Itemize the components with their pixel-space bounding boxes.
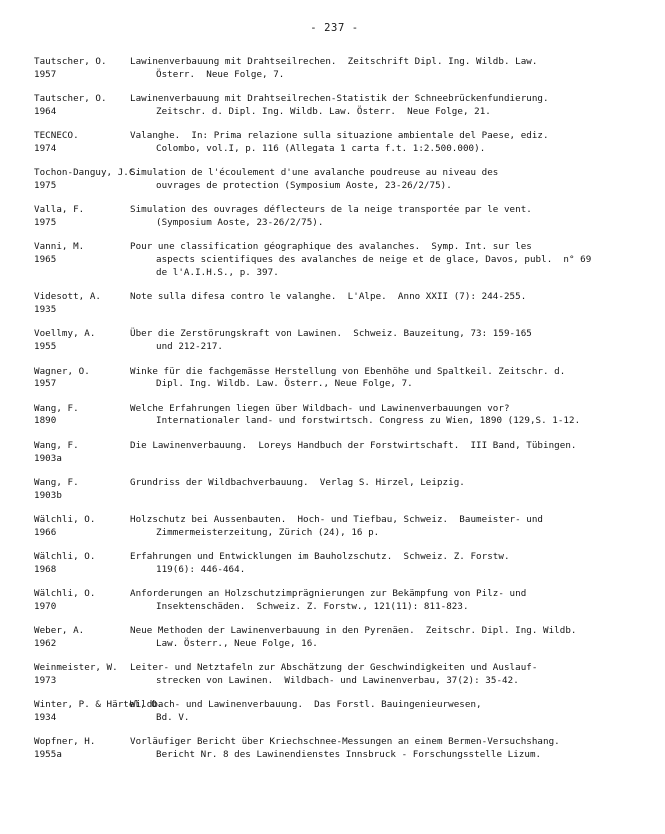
entry-citation-line: Lawinenverbauung mit Drahtseilrechen. Zeitschrift Dipl. Ing. Wildb. Law. [130, 56, 538, 67]
entry-author-block [34, 662, 130, 688]
entry-author: Winter, P. & Härtel, O. [34, 699, 163, 711]
entry-citation [130, 625, 635, 651]
entry-citation-line: 119(6): 446-464. [156, 563, 246, 575]
entry-year: 1975 [34, 180, 57, 192]
entry-year: 1975 [34, 217, 57, 229]
entry-citation-line: Erfahrungen und Entwicklungen im Bauholzschutz. Schweiz. Z. Forstw. [130, 551, 510, 563]
entry-author-block [34, 204, 130, 230]
entry-year: 1968 [34, 563, 57, 575]
bibliography-entry [34, 93, 635, 119]
entry-author-block [34, 93, 130, 119]
entry-citation-line: Neue Methoden der Lawinenverbauung in den Pyrenäen. Zeitschr. Dipl. Ing. Wildb. [130, 625, 577, 637]
entry-year: 1934 [34, 712, 57, 724]
entry-citation [130, 662, 635, 688]
entry-author: Tautscher, O. [34, 56, 107, 67]
entry-author: TECNECO. [34, 130, 79, 142]
entry-year: 1955 [34, 341, 57, 353]
entry-author-block [34, 366, 130, 392]
entry-year: 1962 [34, 638, 57, 649]
bibliography-entry [34, 130, 635, 156]
bibliography-entry [34, 736, 635, 762]
entry-citation-line: Vorläufiger Bericht über Kriechschnee-Messungen an einem Bermen-Versuchshang. [130, 736, 560, 748]
entry-citation-line: Leiter- und Netztafeln zur Abschätzung der Geschwindigkeiten und Auslauf- [130, 662, 538, 674]
entry-citation-line: Anforderungen an Holzschutzimprägnierungen zur Bekämpfung von Pilz- und [130, 588, 527, 600]
entry-author-block [34, 440, 130, 466]
entry-author: Tautscher, O. [34, 93, 107, 105]
entry-citation [130, 440, 635, 453]
bibliography-list [34, 56, 635, 762]
bibliography-entry [34, 56, 635, 82]
entry-citation-line: ouvrages de protection (Symposium Aoste, 23-26/2/75). [156, 180, 452, 192]
entry-citation-line: Pour une classification géographique des avalanches. Symp. Int. sur les [130, 241, 532, 253]
entry-year: 1890 [34, 415, 57, 427]
entry-author-block [34, 56, 130, 82]
entry-citation-line: (Symposium Aoste, 23-26/2/75). [156, 217, 324, 229]
entry-author-block [34, 736, 130, 762]
entry-citation [130, 56, 635, 82]
entry-author: Wang, F. [34, 402, 79, 414]
entry-year: 1966 [34, 526, 57, 538]
bibliography-entry [34, 699, 635, 725]
entry-citation-line: strecken von Lawinen. Wildbach- und Lawinenverbau, 37(2): 35-42. [156, 675, 519, 687]
entry-author-block [34, 625, 130, 651]
entry-author: Weinmeister, W. [34, 662, 118, 674]
entry-year: 1965 [34, 254, 57, 266]
entry-citation-line: Bericht Nr. 8 des Lawinendienstes Innsbruck - Forschungsstelle Lizum. [156, 749, 542, 761]
entry-author-block [34, 699, 163, 725]
entry-citation [130, 514, 635, 540]
bibliography-entry [34, 241, 635, 279]
entry-author-block [34, 130, 130, 156]
entry-citation [130, 93, 635, 119]
entry-citation-line: Dipl. Ing. Wildb. Law. Österr., Neue Folge, 7. [156, 378, 413, 390]
entry-citation [130, 699, 635, 725]
bibliography-entry [34, 403, 635, 429]
entry-author-block [34, 477, 130, 503]
entry-author-block [34, 167, 141, 193]
entry-year: 1903a [34, 452, 62, 464]
entry-citation-line: Zimmermeisterzeitung, Zürich (24), 16 p. [156, 526, 380, 538]
entry-year: 1955a [34, 749, 62, 761]
entry-citation [130, 167, 635, 193]
entry-citation [130, 204, 635, 230]
entry-citation-line: Colombo, vol.I, p. 116 (Allegata 1 carta f.t. 1:2.500.000). [156, 142, 486, 154]
entry-citation-line: Note sulla difesa contro le valanghe. L'Alpe. Anno XXII (7): 244-255. [130, 291, 527, 303]
entry-year: 1935 [34, 304, 57, 316]
entry-author-block [34, 291, 130, 317]
bibliography-entry [34, 477, 635, 503]
entry-author-block [34, 551, 130, 577]
entry-citation-line: Simulation des ouvrages déflecteurs de la neige transportée par le vent. [130, 204, 532, 216]
entry-author-block [34, 328, 130, 354]
entry-citation-line: de l'A.I.H.S., p. 397. [156, 267, 279, 279]
entry-citation [130, 403, 635, 429]
entry-citation [130, 328, 635, 354]
entry-citation [130, 130, 635, 156]
entry-author: Wälchli, O. [34, 551, 96, 563]
entry-citation-line: Über die Zerstörungskraft von Lawinen. Schweiz. Bauzeitung, 73: 159-165 [130, 328, 532, 340]
entry-citation-line: Grundriss der Wildbachverbauung. Verlag S. Hirzel, Leipzig. [130, 476, 465, 488]
entry-author: Videsott, A. [34, 291, 101, 303]
entry-author: Weber, A. [34, 625, 85, 637]
entry-citation-line: Die Lawinenverbauung. Loreys Handbuch der Forstwirtschaft. III Band, Tübingen. [130, 439, 577, 451]
entry-citation-line: Holzschutz bei Aussenbauten. Hoch- und Tiefbau, Schweiz. Baumeister- und [130, 513, 544, 525]
entry-author: Tochon-Danguy, J.C. [34, 167, 141, 179]
entry-citation-line: Zeitschr. d. Dipl. Ing. Wildb. Law. Österr. Neue Folge, 21. [156, 105, 491, 117]
entry-citation-line: Bd. V. [156, 712, 190, 724]
entry-citation [130, 477, 635, 490]
entry-citation-line: Winke für die fachgemässe Herstellung von Ebenhöhe und Spaltkeil. Zeitschr. d. [130, 365, 566, 377]
entry-author: Wagner, O. [34, 365, 90, 377]
bibliography-entry [34, 167, 635, 193]
entry-citation-line: Insektenschäden. Schweiz. Z. Forstw., 121(11): 811-823. [156, 600, 469, 612]
entry-citation [130, 366, 635, 392]
entry-citation-line: aspects scientifiques des avalanches de neige et de glace, Davos, publ. n° 69 [156, 254, 592, 266]
entry-year: 1970 [34, 600, 57, 612]
page-number: - 237 - [310, 22, 359, 34]
entry-citation-line: Österr. Neue Folge, 7. [156, 68, 285, 80]
entry-year: 1974 [34, 142, 57, 154]
entry-year: 1964 [34, 105, 57, 117]
entry-citation [130, 551, 635, 577]
entry-author-block [34, 514, 130, 540]
entry-citation-line: Welche Erfahrungen liegen über Wildbach- und Lawinenverbauungen vor? [130, 402, 510, 414]
entry-author: Voellmy, A. [34, 328, 96, 340]
bibliography-entry [34, 625, 635, 651]
bibliography-entry [34, 588, 635, 614]
bibliography-entry [34, 204, 635, 230]
entry-year: 1973 [34, 675, 57, 687]
bibliography-entry [34, 514, 635, 540]
entry-author: Valla, F. [34, 204, 85, 216]
entry-year: 1957 [34, 68, 57, 80]
entry-author-block [34, 241, 130, 267]
entry-citation [130, 291, 635, 304]
entry-citation-line: Law. Österr., Neue Folge, 16. [156, 638, 318, 649]
bibliography-entry [34, 440, 635, 466]
entry-citation-line: Simulation de l'écoulement d'une avalanche poudreuse au niveau des [130, 167, 499, 179]
entry-author: Wang, F. [34, 439, 79, 451]
entry-citation [130, 736, 635, 762]
entry-year: 1903b [34, 489, 62, 501]
entry-author: Wälchli, O. [34, 588, 96, 600]
entry-author-block [34, 403, 130, 429]
entry-author-block [34, 588, 130, 614]
bibliography-entry [34, 366, 635, 392]
entry-author: Vanni, M. [34, 241, 85, 253]
entry-citation-line: Valanghe. In: Prima relazione sulla situazione ambientale del Paese, ediz. [130, 130, 549, 142]
entry-citation [130, 241, 635, 279]
bibliography-entry [34, 551, 635, 577]
entry-citation-line: Wildbach- und Lawinenverbauung. Das Forstl. Bauingenieurwesen, [130, 699, 482, 711]
entry-citation-line: Internationaler land- und forstwirtsch. Congress zu Wien, 1890 (129,S. 1-12. [156, 415, 581, 427]
bibliography-entry [34, 662, 635, 688]
entry-citation-line: und 212-217. [156, 341, 223, 353]
entry-author: Wälchli, O. [34, 513, 96, 525]
entry-citation-line: Lawinenverbauung mit Drahtseilrechen-Statistik der Schneebrückenfundierung. [130, 93, 549, 105]
entry-author: Wopfner, H. [34, 736, 96, 748]
entry-citation [130, 588, 635, 614]
entry-author: Wang, F. [34, 476, 79, 488]
entry-year: 1957 [34, 378, 57, 390]
bibliography-entry [34, 328, 635, 354]
bibliography-entry [34, 291, 635, 317]
